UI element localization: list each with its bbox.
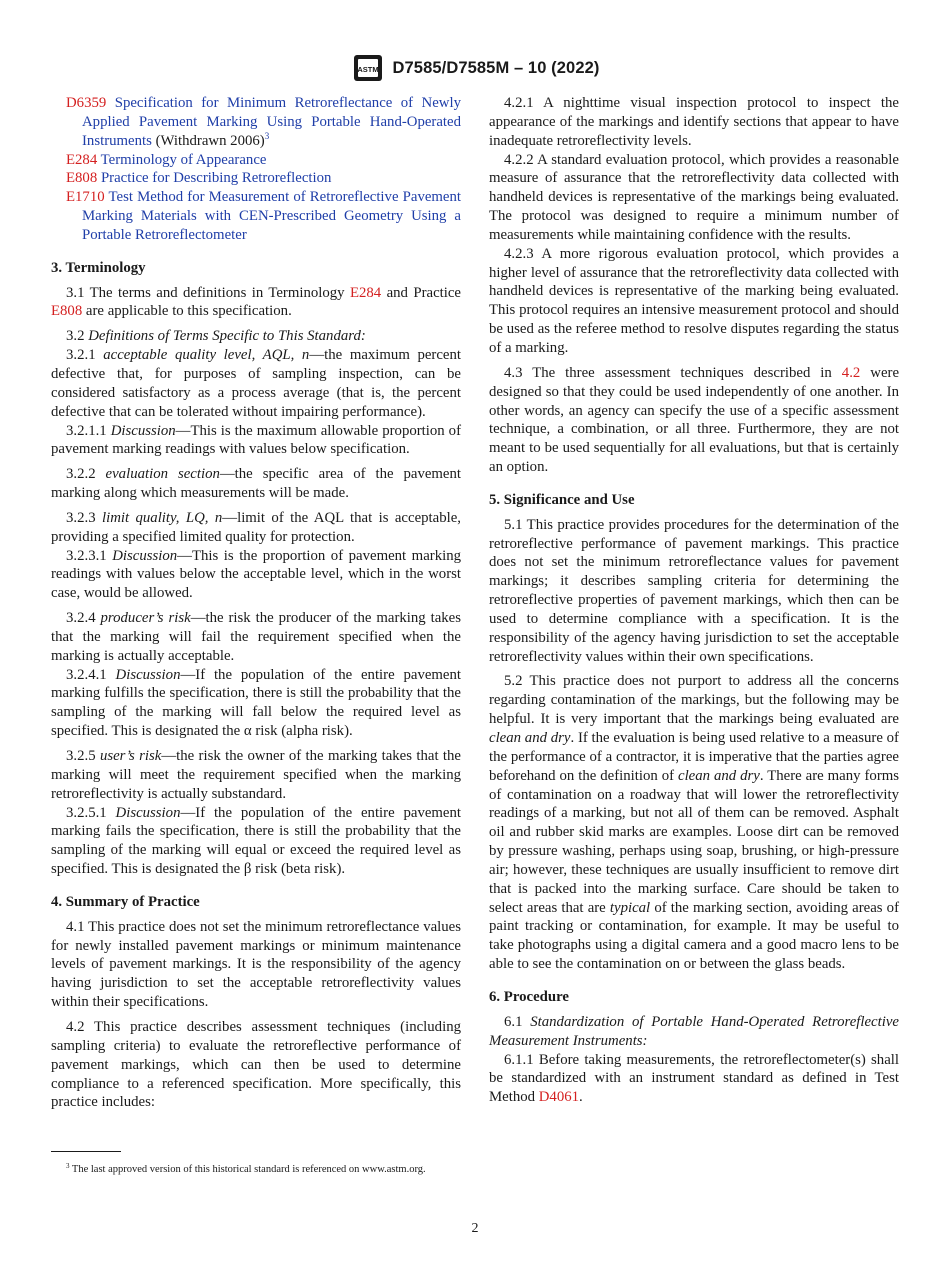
- paragraph-5-2: 5.2 This practice does not purport to address all the concerns regarding contamination of the markings, but the following may be helpful. It is very important that the markings being evaluated are clean and dry. If the evaluation is being used relative to a measure of the performance of a contractor, it is imperative that the parties agree beforehand on the definition of clean and dry. There are many forms of contamination on a roadway that will lower the retroreflectivity readings of a marking, but not all of them can be removed. Asphalt oil and rubber skid marks are examples. Loose dirt can be removed by pressure washing, perhaps using soap, brushing, or high-pressure air; however, these techniques are usually insufficient to remove dirt that is packed into the marking surface. Care should be taken to select areas that are typical of the marking section, avoiding areas of paint tracking or contamination, for example. It may be useful to take photographs using a digital camera and a good macro lens to be able to see the contamination on or between the glass beads.: [489, 673, 900, 973]
- paragraph-3-2-2: 3.2.2 evaluation section—the specific area of the pavement marking along which measurements will be made.: [51, 466, 462, 502]
- reference-title[interactable]: Specification for Minimum Retroreflectance of Newly Applied Pavement Marking Using Portable Hand-Operated Instruments: [82, 95, 461, 149]
- section-heading-terminology: 3. Terminology: [51, 259, 146, 276]
- paragraph-3-1: 3.1 The terms and definitions in Terminology E284 and Practice E808 are applicable to this specification.: [51, 284, 461, 320]
- paragraph-4-2-3: 4.2.3 A more rigorous evaluation protocol, which provides a higher level of assurance that the retroreflectivity data collected with handheld devices is representative of the marking being evaluated. This protocol requires an intensive measurement protocol and should be used as the referee method to resolve disputes regarding the status of a marking.: [489, 245, 899, 356]
- paragraph-3-2-4-1: 3.2.4.1 Discussion—If the population of the entire pavement marking fulfills the specification, there is still the probability that the sampling of the marking will fall below the required level as specified. This is designated the α risk (alpha risk).: [51, 666, 461, 740]
- paragraph-4-2: 4.2 This practice describes assessment techniques (including sampling criteria) to evaluate the retroreflective performance of pavement markings, which can then be used to determine compliance to a referenced specification. More specifically, this practice includes:: [51, 1018, 461, 1111]
- paragraph-4-3: 4.3 The three assessment techniques described in 4.2 were designed so that they could be used independently of one another. In other words, an agency can specify the use of a specific assessment technique, a combination, or all three. Furthermore, they are not meant to be used sequentially for all evaluations, but that is certainly an option.: [489, 364, 900, 476]
- footnote-divider: [51, 1151, 121, 1152]
- section-heading-significance: 5. Significance and Use: [489, 491, 635, 508]
- reference-item: [51, 94, 461, 151]
- paragraph-5-1: 5.1 This practice provides procedures for the determination of the retroreflective performance of pavement markings. This practice does not set the minimum retroreflectance values for pavement markings; it describes sampling criteria for determining the retroreflective properties of pavement markings, which then can be used to determine compliance with a specification. It is the responsibility of the agency having jurisdiction to set the acceptable retroreflectivity values within their own specifications.: [489, 516, 899, 665]
- paragraph-3-2-4: 3.2.4 producer’s risk—the risk the producer of the marking takes that the marking will fail the requirement specified when the marking is actually acceptable.: [51, 610, 462, 664]
- paragraph-4-2-2: 4.2.2 A standard evaluation protocol, which provides a reasonable measure of assurance that the retroreflectivity data collected with handheld devices is representative of the markings being evaluated. The protocol was designed to require a minimum number of measurements while maintaining confidence with the results.: [489, 151, 899, 243]
- reference-link-e808[interactable]: E808: [66, 170, 98, 187]
- reference-list: [51, 94, 461, 245]
- reference-link-e284[interactable]: E284: [66, 151, 98, 168]
- astm-logo-icon: [351, 53, 385, 83]
- reference-title[interactable]: Practice for Describing Retroreflection: [100, 170, 332, 187]
- right-column: [489, 94, 899, 1107]
- link-section-4-2[interactable]: 4.2: [841, 364, 861, 381]
- reference-note: (Withdrawn 2006): [151, 132, 265, 149]
- paragraph-3-2: 3.2 Definitions of Terms Specific to This Standard:: [66, 328, 366, 345]
- reference-item: [51, 151, 461, 170]
- paragraph-4-1: 4.1 This practice does not set the minimum retroreflectance values for newly installed pavement markings or minimum maintenance levels of pavement markings. It is the responsibility of the agency having jurisdiction to set the acceptable retroreflectivity values within their specifications.: [51, 918, 461, 1011]
- paragraph-3-2-5-1: 3.2.5.1 Discussion—If the population of the entire pavement marking fails the specification, there is still the probability that the sampling of the marking will equal or exceed the required level as specified. This is designated the β risk (beta risk).: [51, 804, 461, 878]
- paragraph-3-2-1-1: 3.2.1.1 Discussion—This is the maximum allowable proportion of pavement marking readings with values below specification.: [51, 422, 462, 458]
- paragraph-6-1: 6.1 Standardization of Portable Hand-Operated Retroreflective Measurement Instruments:: [489, 1013, 899, 1049]
- reference-link-e1710[interactable]: E1710: [66, 189, 105, 206]
- page-number: 2: [471, 1221, 479, 1236]
- reference-title[interactable]: Test Method for Measurement of Retroreflective Pavement Marking Materials with CEN-Prescribed Geometry Using a Portable Retroreflectometer: [82, 189, 461, 243]
- paragraph-3-2-3: 3.2.3 limit quality, LQ, n—limit of the AQL that is acceptable, providing a specified limited quality for protection.: [51, 509, 461, 545]
- reference-item: [51, 169, 461, 188]
- reference-link-d6359[interactable]: D6359: [66, 95, 107, 111]
- footnote-marker[interactable]: 3: [264, 130, 270, 141]
- paragraph-6-1-1: 6.1.1 Before taking measurements, the retroreflectometer(s) shall be standardized with an instrument standard as defined in Test Method D4061.: [489, 1051, 899, 1106]
- reference-title[interactable]: Terminology of Appearance: [100, 151, 267, 168]
- paragraph-3-2-3-1: 3.2.3.1 Discussion—This is the proportion of pavement marking readings with values below the acceptable level, which in the worst case, would be allowed.: [51, 547, 461, 602]
- link-e284[interactable]: E284: [349, 284, 382, 301]
- paragraph-3-2-1: 3.2.1 acceptable quality level, AQL, n—the maximum percent defective that, for purposes of sampling inspection, can be considered satisfactory as a process average (that is, the percent defective that can be tolerated without impairing performance).: [51, 347, 461, 420]
- paragraph-4-2-1: 4.2.1 A nighttime visual inspection protocol to inspect the appearance of the markings and identify sections that appear to have inadequate retroreflectivity levels.: [489, 95, 899, 149]
- left-column: [51, 94, 461, 1112]
- section-heading-summary: 4. Summary of Practice: [51, 893, 200, 910]
- standard-designation: D7585/D7585M – 10 (2022): [392, 58, 600, 77]
- link-e808[interactable]: E808: [51, 303, 83, 320]
- footnote: $^3$ The last approved version of this historical standard is referenced on www.astm.org.: [66, 1162, 426, 1175]
- reference-item: [51, 188, 461, 245]
- page-header: [0, 52, 950, 84]
- svg-text:ASTM: ASTM: [356, 65, 379, 74]
- link-d4061[interactable]: D4061: [538, 1089, 580, 1106]
- paragraph-3-2-5: 3.2.5 user’s risk—the risk the owner of the marking takes that the marking will meet the requirement specified when the marking retroreflectivity is actually substandard.: [51, 748, 461, 802]
- section-heading-procedure: 6. Procedure: [489, 988, 569, 1005]
